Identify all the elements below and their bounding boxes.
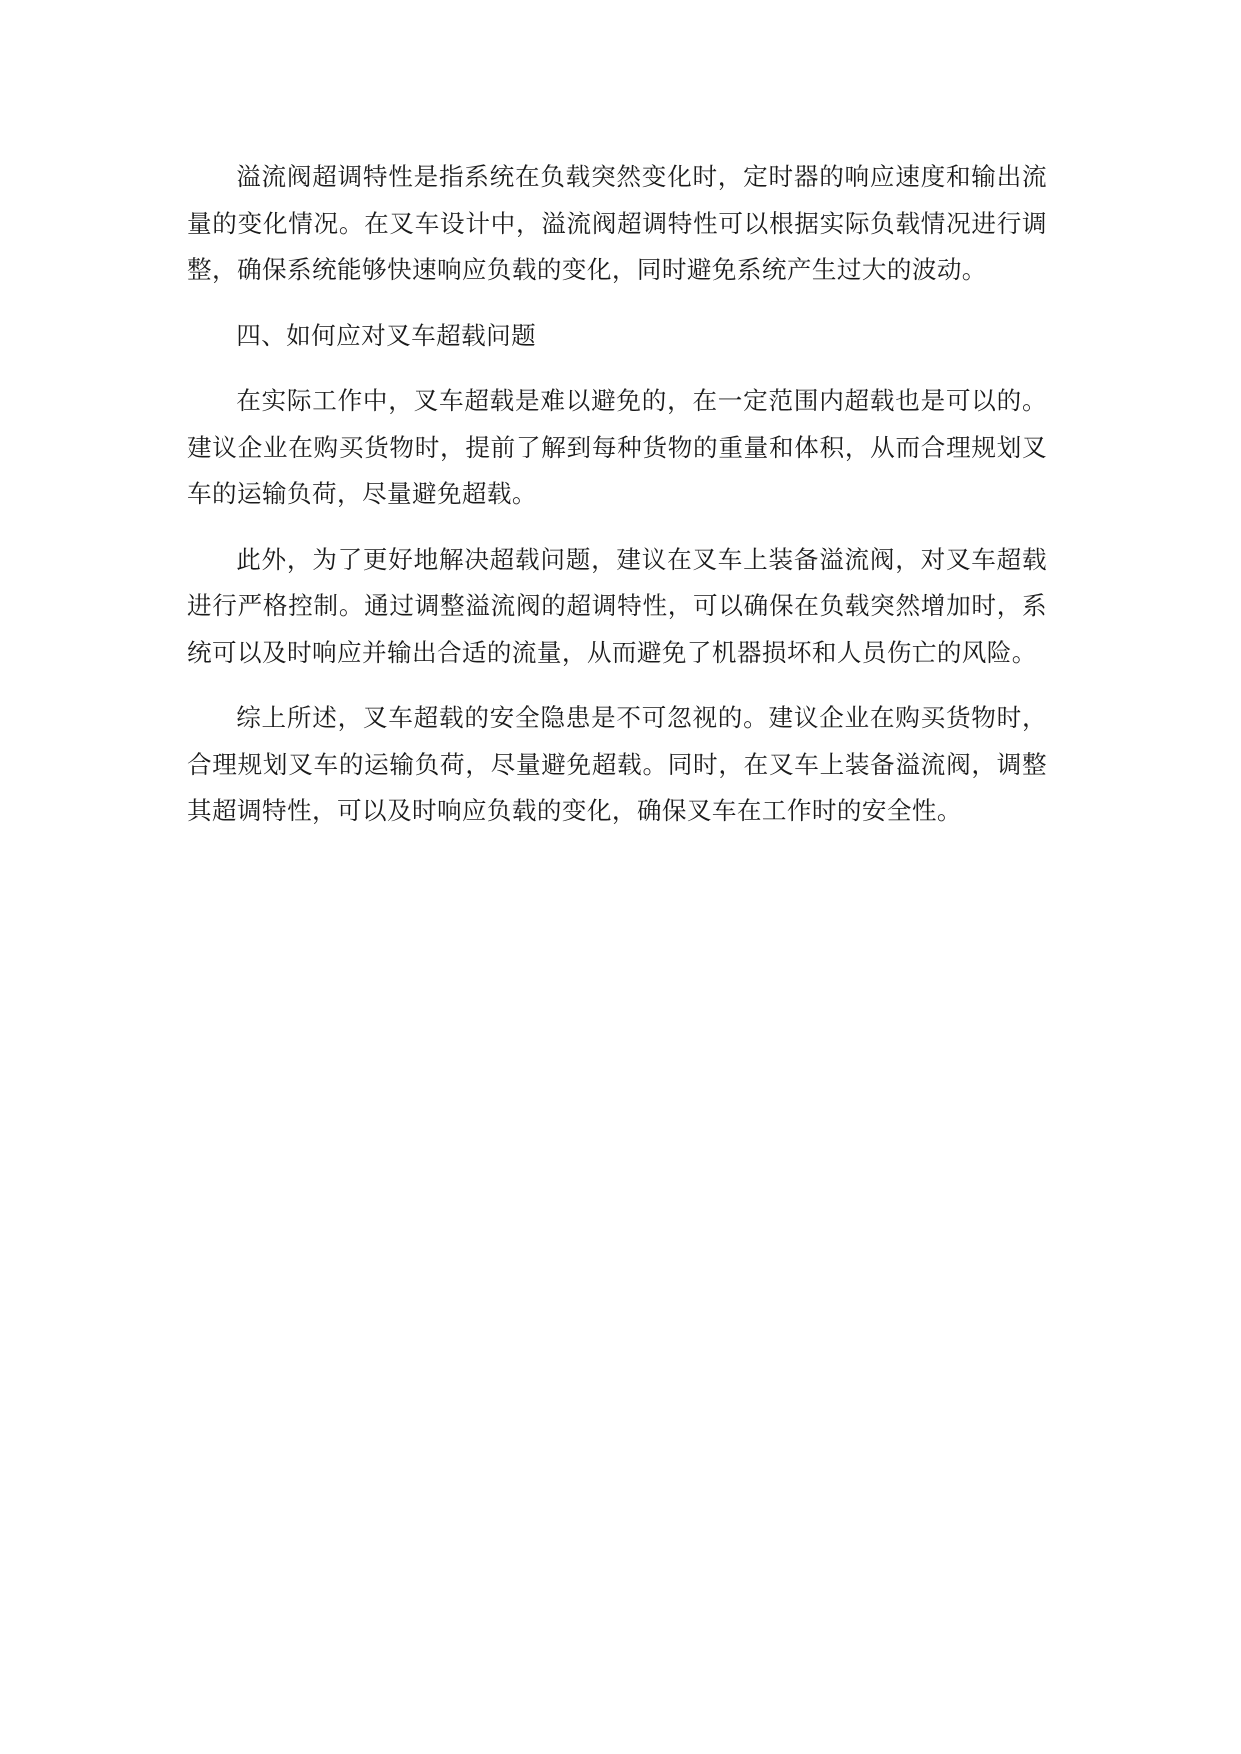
section-heading-overload: 四、如何应对叉车超载问题 bbox=[236, 320, 537, 350]
document-body bbox=[187, 154, 1047, 854]
paragraph-conclusion: 综上所述，叉车超载的安全隐患是不可忽视的。建议企业在购买货物时，合理规划叉车的运输负荷，尽量避免超载。同时，在叉车上装备溢流阀，调整其超调特性，可以及时响应负载的变化，确保叉车在工作时的安全性。 bbox=[187, 703, 1047, 825]
paragraph-overload-practice: 在实际工作中，叉车超载是难以避免的，在一定范围内超载也是可以的。 建议企业在购买货物时，提前了解到每种货物的重量和体积，从而合理规划叉车的运输负荷，尽量避免超载。 bbox=[187, 386, 1047, 508]
paragraph-relief-valve-overshoot: 溢流阀超调特性是指系统在负载突然变化时，定时器的响应速度和输出流量的变化情况。在叉车设计中，溢流阀超调特性可以根据实际负载情况进行调整，确保系统能够快速响应负载的变化，同时避免系统产生过大的波动。 bbox=[187, 162, 1047, 284]
paragraph-relief-valve-control: 此外，为了更好地解决超载问题，建议在叉车上装备溢流阀，对叉车超载进行严格控制。通过调整溢流阀的超调特性，可以确保在负载突然增加时，系统可以及时响应并输出合适的流量，从而避免了机器损坏和人员伤亡的风险。 bbox=[187, 544, 1047, 667]
